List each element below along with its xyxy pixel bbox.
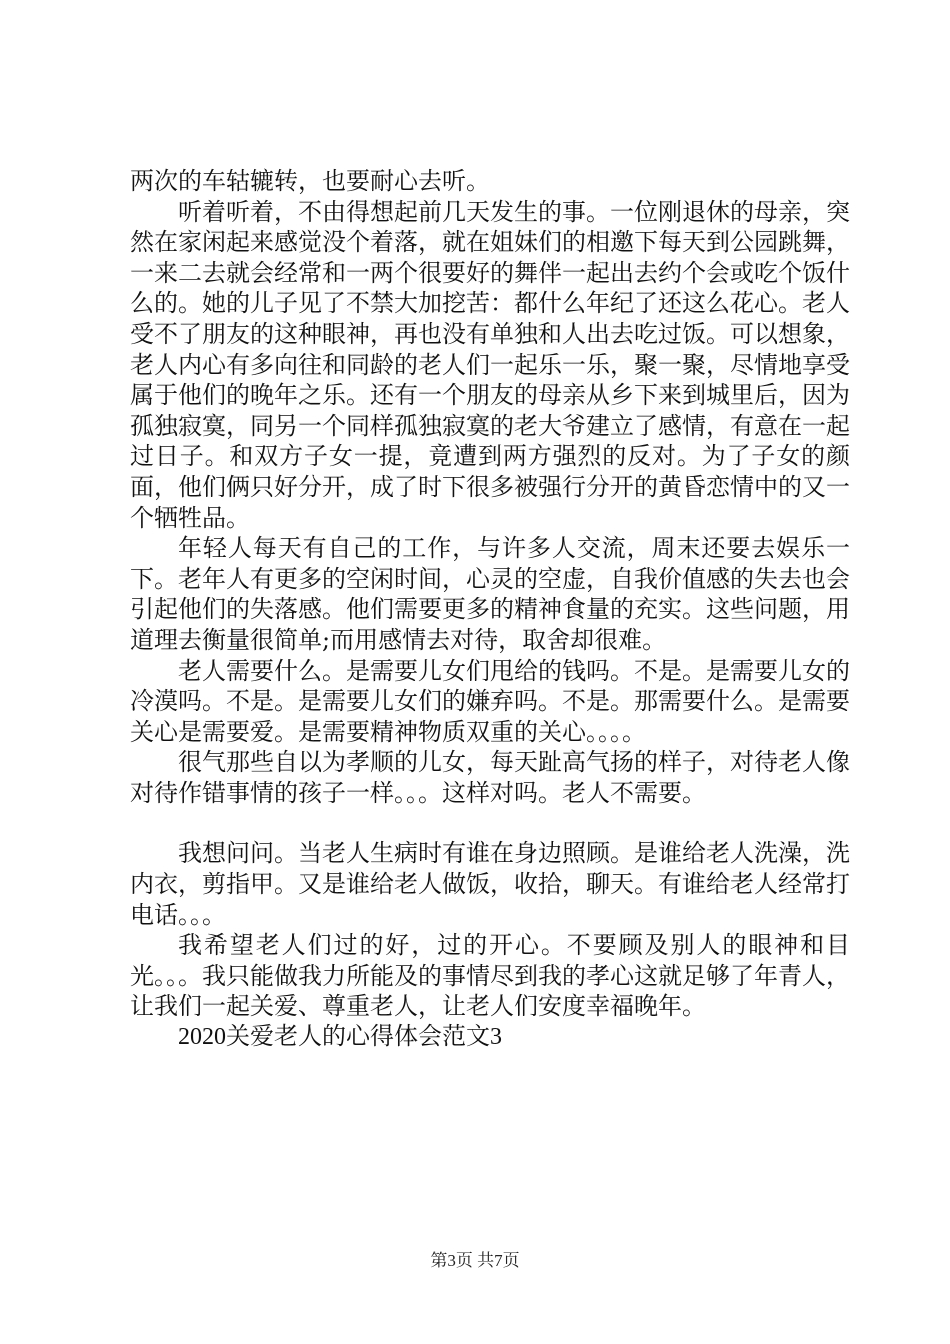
paragraph: 年轻人每天有自己的工作，与许多人交流，周末还要去娱乐一下。老年人有更多的空闲时间，心灵的空虚，自我价值感的失去也会引起他们的失落感。他们需要更多的精神食量的充实。这些问题，用道理去衡量很简单;而用感情去对待，取舍却很难。 (130, 534, 850, 654)
paragraph: 听着听着，不由得想起前几天发生的事。一位刚退休的母亲，突然在家闲起来感觉没个着落，就在姐妹们的相邀下每天到公园跳舞，一来二去就会经常和一两个很要好的舞伴一起出去约个会或吃个饭什么的。她的儿子见了不禁大加挖苦：都什么年纪了还这么花心。老人受不了朋友的这种眼神，再也没有单独和人出去吃过饭。可以想象，老人内心有多向往和同龄的老人们一起乐一乐，聚一聚，尽情地享受属于他们的晚年之乐。还有一个朋友的母亲从乡下来到城里后，因为孤独寂寞，同另一个同样孤独寂寞的老大爷建立了感情，有意在一起过日子。和双方子女一提，竟遭到两方强烈的反对。为了子女的颜面，他们俩只好分开，成了时下很多被强行分开的黄昏恋情中的又一个牺牲品。 (130, 197, 850, 532)
paragraph: 很气那些自以为孝顺的儿女，每天趾高气扬的样子，对待老人像对待作错事情的孩子一样。。。这样对吗。老人不需要。 (130, 748, 850, 807)
paragraph: 我希望老人们过的好，过的开心。不要顾及别人的眼神和目光。。。我只能做我力所能及的事情尽到我的孝心这就足够了年青人，让我们一起关爱、尊重老人，让老人们安度幸福晚年。 (130, 931, 850, 1021)
paragraph: 老人需要什么。是需要儿女们甩给的钱吗。不是。是需要儿女的冷漠吗。不是。是需要儿女们的嫌弃吗。不是。那需要什么。是需要关心是需要爱。是需要精神物质双重的关心。。。。 (130, 656, 850, 746)
paragraph-spacer (130, 808, 850, 838)
paragraph-continuation: 两次的车轱辘转，也要耐心去听。 (130, 167, 490, 195)
section-heading: 2020关爱老人的心得体会范文3 (178, 1024, 502, 1051)
document-body (130, 166, 850, 1053)
page-number-footer: 第3页 共7页 (430, 1251, 520, 1270)
paragraph: 我想问问。当老人生病时有谁在身边照顾。是谁给老人洗澡，洗内衣，剪指甲。又是谁给老人做饭，收拾，聊天。有谁给老人经常打电话。。。 (130, 839, 850, 929)
